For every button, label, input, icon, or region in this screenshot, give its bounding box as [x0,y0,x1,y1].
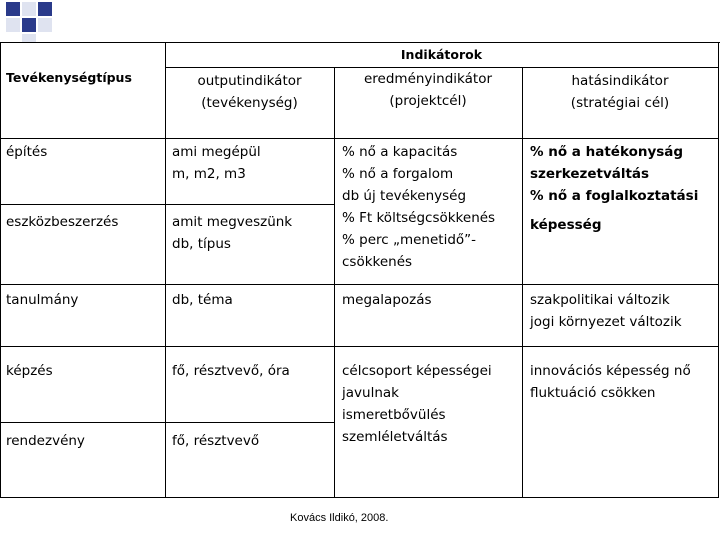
row-rule [0,346,718,347]
row-type-tanulmany: tanulmány [6,292,79,308]
row-eredmeny-tanulmany: megalapozás [342,292,432,308]
col-header-output-line1: outputindikátor [197,73,302,89]
col-header-eredmeny-line2: (projektcél) [389,93,467,109]
eredmeny-line: célcsoport képességei [342,363,492,379]
eredmeny-line: % nő a forgalom [342,166,454,182]
hatas-tanulmany-line2: jogi környezet változik [530,314,682,330]
row-output-eszkozbeszerzes [172,211,292,255]
row-output-kepzes: fő, résztvevő, óra [172,363,290,379]
col-rule [0,42,1,498]
hatas-epites-eszkoz [530,141,698,236]
row-hatas-tanulmany [530,289,682,333]
row-output-eszkoz-line1: amit megveszünk [172,214,293,230]
eredmeny-line: csökkenés [342,254,413,270]
col-header-tevekenysegtipus: Tevékenységtípus [6,70,132,85]
row-rule [0,422,334,423]
row-output-tanulmany: db, téma [172,292,233,308]
col-header-eredmeny-line1: eredményindikátor [363,71,493,87]
col-header-eredmeny [334,68,522,112]
hatas-line: % nő a hatékonyság [530,144,684,160]
eredmeny-epites-eszkoz [342,141,495,273]
row-type-rendezveny: rendezvény [6,433,85,449]
row-type-eszkozbeszerzes: eszközbeszerzés [6,214,119,230]
col-header-hatas-line2: (stratégiai cél) [570,95,670,111]
col-rule [718,42,719,498]
footer-credit: Kovács Ildikó, 2008. [290,512,389,524]
deco-square [6,2,20,16]
top-rule [0,42,720,43]
row-output-epites-line2: m, m2, m3 [172,166,246,182]
hatas-line: szerkezetváltás [530,166,650,182]
col-rule [334,67,335,498]
eredmeny-line: % perc „menetidő”- [342,232,477,248]
decorative-squares [0,0,60,42]
eredmeny-line: % Ft költségcsökkenés [342,210,496,226]
indikatorok-heading: Indikátorok [400,47,483,62]
row-rule [0,497,718,498]
row-type-epites: építés [6,144,48,160]
eredmeny-line: javulnak [342,385,399,401]
hatas-line: fluktuáció csökken [530,385,656,401]
col-header-output [165,70,334,114]
deco-square [6,18,20,32]
row-output-rendezveny: fő, résztvevő [172,433,260,449]
deco-square [22,34,36,42]
row-rule [0,138,718,139]
deco-square [38,2,52,16]
hatas-tanulmany-line1: szakpolitikai változik [530,292,670,308]
deco-square [22,2,36,16]
deco-square [38,18,52,32]
eredmeny-line: db új tevékenység [342,188,467,204]
eredmeny-line: szemléletváltás [342,429,448,445]
hatas-kepzes-rendezveny [530,360,691,404]
col-header-hatas [522,70,718,114]
col-header-hatas-line1: hatásindikátor [571,73,669,89]
row-output-epites [172,141,261,185]
eredmeny-kepzes-rendezveny [342,360,492,448]
row-output-eszkoz-line2: db, típus [172,236,231,252]
col-header-output-line2: (tevékenység) [201,95,298,111]
eredmeny-line: ismeretbővülés [342,407,446,423]
row-output-epites-line1: ami megépül [172,144,261,160]
row-type-kepzes: képzés [6,363,53,379]
col-rule [522,67,523,498]
row-rule [0,204,334,205]
hatas-line: innovációs képesség nő [530,363,691,379]
hatas-line: % nő a foglalkoztatási [530,188,699,204]
eredmeny-line: % nő a kapacitás [342,144,458,160]
hatas-line: képesség [530,217,602,233]
deco-square [22,18,36,32]
row-rule [0,284,718,285]
